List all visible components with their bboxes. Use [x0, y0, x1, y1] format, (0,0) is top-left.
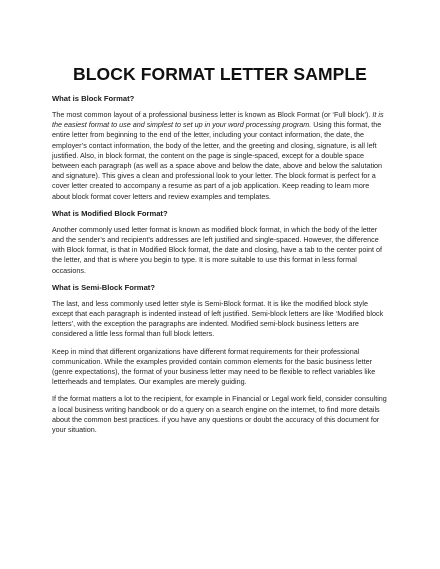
paragraph-text: The most common layout of a professional business letter is known as Block Format (or ‘Full block’). — [52, 110, 373, 119]
section-heading: What is Semi-Block Format? — [52, 282, 155, 292]
paragraph: The last, and less commonly used letter style is Semi-Block format. It is like the modified block style except that each paragraph is indented instead of left justified. Semi-block letters are like ‘Modified block letters’, with the exception the paragraphs are indented. Modified semi-block business letters are considered a little less formal than full block letters. — [52, 298, 384, 339]
section-semi-block-format — [52, 283, 388, 435]
paragraph-text: Using this format, the entire letter from beginning to the end of the letter, including your contact information, the date, the employer’s contact information, the body of the letter, and the greeting and closing, signature, is all left justified. Also, in block format, the content on the page is single-spaced, except for a double space between each paragraph (as well as a space above and below the date, above and below the salutation and signature). This gives a clean and professional look to your letter. The block format is perfect for a cover letter created to accompany a resume as part of a job application. Keep reading to learn more about block format cover letters and review examples and templates. — [52, 120, 383, 201]
document-title: BLOCK FORMAT LETTER SAMPLE — [73, 64, 367, 84]
section-heading: What is Block Format? — [52, 94, 135, 103]
paragraph: Keep in mind that different organizations have different format requirements for their professional communication. While the examples provided contain common elements for the basic business letter (genre expectations), the format of your business letter may need to be flexible to reflect variables like letterheads and templates. Our examples are merely guiding. — [52, 346, 376, 387]
document-body — [52, 94, 388, 435]
paragraph-italic-text: It is the easiest format to use and simplest to set up in your word processing program. — [52, 110, 384, 130]
section-heading: What is Modified Block Format? — [52, 208, 168, 218]
section-modified-block-format — [52, 209, 388, 276]
section-block-format — [52, 94, 388, 202]
paragraph: If the format matters a lot to the recipient, for example in Financial or Legal work field, consider consulting a local business writing handbook or do a query on a search engine on the internet, to find more details about the common best practices. if you have any questions or doubt the accuracy of this document for your situation. — [52, 394, 387, 435]
paragraph — [52, 110, 388, 202]
paragraph: Another commonly used letter format is known as modified block format, in which the body of the letter and the sender’s and recipient’s addresses are left justified and single-spaced. However, the difference with Block format, is that in Modified Block format, the date and closing, have a tab to the center point of the letter, and that is where you begin to type. It is more suitable to use this format in less formal occasions. — [52, 224, 383, 275]
